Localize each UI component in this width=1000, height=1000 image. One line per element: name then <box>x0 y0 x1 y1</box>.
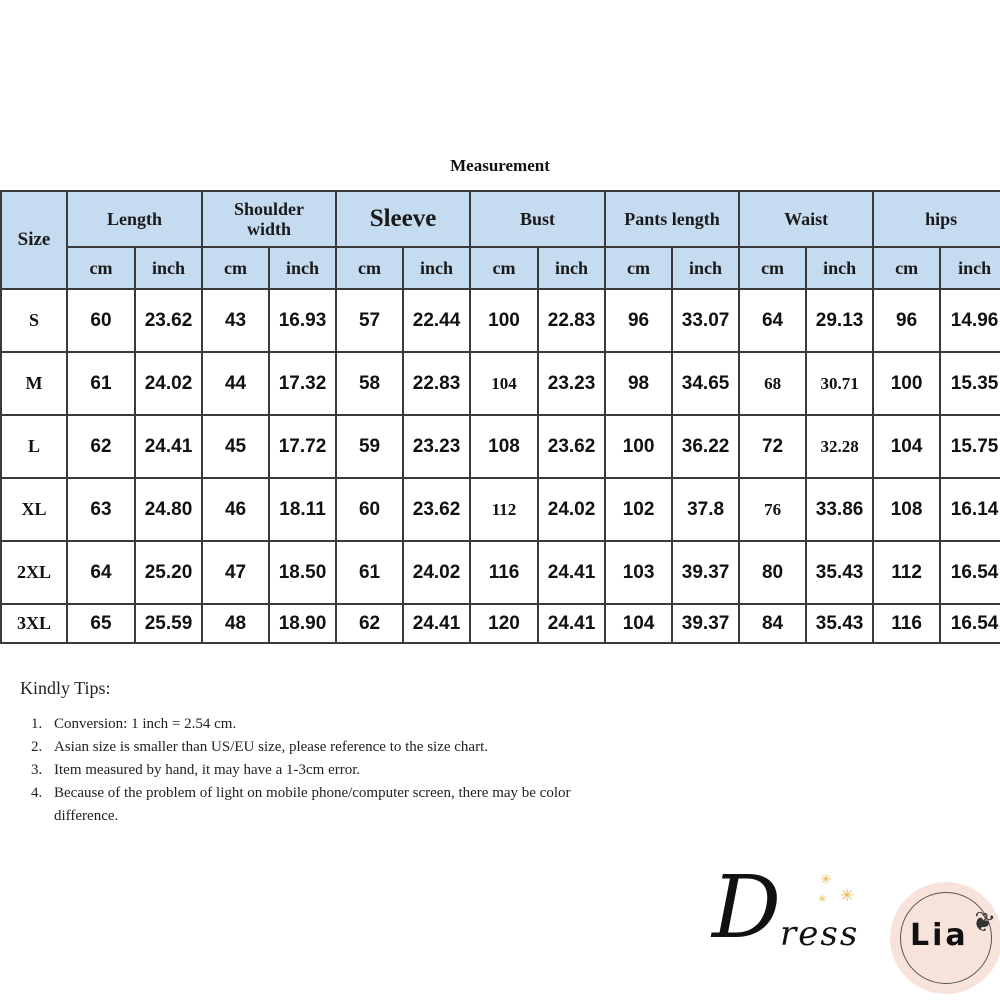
value-cell: 100 <box>470 289 538 352</box>
unit-header-cm: cm <box>470 247 538 289</box>
value-cell: 57 <box>336 289 403 352</box>
chart-title: Measurement <box>450 156 550 175</box>
size-cell: 2XL <box>1 541 67 604</box>
value-cell: 39.37 <box>672 541 739 604</box>
value-cell: 116 <box>873 604 940 643</box>
value-cell: 48 <box>202 604 269 643</box>
value-cell: 29.13 <box>806 289 873 352</box>
unit-header-inch: inch <box>806 247 873 289</box>
value-cell: 64 <box>739 289 806 352</box>
value-cell: 60 <box>67 289 135 352</box>
unit-header-inch: inch <box>672 247 739 289</box>
value-cell: 98 <box>605 352 672 415</box>
unit-header-inch: inch <box>403 247 470 289</box>
size-header: Size <box>1 191 67 289</box>
value-cell: 39.37 <box>672 604 739 643</box>
value-cell: 23.23 <box>403 415 470 478</box>
value-cell: 22.83 <box>403 352 470 415</box>
value-cell: 17.72 <box>269 415 336 478</box>
sparkle-icon: ✳ <box>840 886 855 905</box>
value-cell: 16.54 <box>940 541 1000 604</box>
unit-header-cm: cm <box>873 247 940 289</box>
value-cell: 33.07 <box>672 289 739 352</box>
leaf-icon: ❦ <box>967 905 999 940</box>
value-cell: 18.90 <box>269 604 336 643</box>
size-chart-table <box>0 190 1000 644</box>
table-row <box>1 604 1000 643</box>
value-cell: 116 <box>470 541 538 604</box>
value-cell: 61 <box>336 541 403 604</box>
unit-header-cm: cm <box>202 247 269 289</box>
value-cell: 35.43 <box>806 541 873 604</box>
value-cell: 18.50 <box>269 541 336 604</box>
table-row <box>1 415 1000 478</box>
value-cell: 96 <box>605 289 672 352</box>
tip-item: 2. Asian size is smaller than US/EU size, please reference to the size chart. <box>46 736 700 759</box>
value-cell: 30.71 <box>806 352 873 415</box>
value-cell: 35.43 <box>806 604 873 643</box>
value-cell: 24.02 <box>403 541 470 604</box>
tip-item: 3. Item measured by hand, it may have a 1-3cm error. <box>46 759 700 782</box>
header-row-units <box>1 247 1000 289</box>
value-cell: 23.23 <box>538 352 605 415</box>
value-cell: 25.59 <box>135 604 202 643</box>
brand-logo <box>700 850 1000 1000</box>
table-row <box>1 352 1000 415</box>
logo-script-initial: D <box>712 858 781 958</box>
value-cell: 112 <box>470 478 538 541</box>
value-cell: 104 <box>470 352 538 415</box>
size-chart-table-wrap <box>0 190 1000 644</box>
value-cell: 61 <box>67 352 135 415</box>
unit-header-inch: inch <box>269 247 336 289</box>
value-cell: 34.65 <box>672 352 739 415</box>
unit-header-cm: cm <box>739 247 806 289</box>
value-cell: 43 <box>202 289 269 352</box>
group-header-length: Length <box>67 191 202 247</box>
value-cell: 80 <box>739 541 806 604</box>
tips-title: Kindly Tips: <box>20 678 111 698</box>
unit-header-inch: inch <box>940 247 1000 289</box>
value-cell: 102 <box>605 478 672 541</box>
value-cell: 47 <box>202 541 269 604</box>
value-cell: 104 <box>873 415 940 478</box>
value-cell: 14.96 <box>940 289 1000 352</box>
value-cell: 60 <box>336 478 403 541</box>
value-cell: 24.41 <box>538 604 605 643</box>
value-cell: 65 <box>67 604 135 643</box>
value-cell: 96 <box>873 289 940 352</box>
group-header-hips: hips <box>873 191 1000 247</box>
unit-header-cm: cm <box>67 247 135 289</box>
sparkle-icon: ✳ <box>820 873 832 888</box>
value-cell: 68 <box>739 352 806 415</box>
size-cell: M <box>1 352 67 415</box>
value-cell: 104 <box>605 604 672 643</box>
group-header-bust: Bust <box>470 191 605 247</box>
value-cell: 62 <box>336 604 403 643</box>
value-cell: 72 <box>739 415 806 478</box>
value-cell: 22.83 <box>538 289 605 352</box>
value-cell: 32.28 <box>806 415 873 478</box>
value-cell: 16.14 <box>940 478 1000 541</box>
value-cell: 16.54 <box>940 604 1000 643</box>
value-cell: 100 <box>873 352 940 415</box>
logo-script-text: ress <box>780 914 860 954</box>
unit-header-cm: cm <box>605 247 672 289</box>
value-cell: 33.86 <box>806 478 873 541</box>
value-cell: 100 <box>605 415 672 478</box>
value-cell: 16.93 <box>269 289 336 352</box>
tip-item: 1. Conversion: 1 inch = 2.54 cm. <box>46 713 700 736</box>
value-cell: 59 <box>336 415 403 478</box>
value-cell: 58 <box>336 352 403 415</box>
value-cell: 62 <box>67 415 135 478</box>
group-header-shoulder-width: Shoulder width <box>202 191 336 247</box>
value-cell: 76 <box>739 478 806 541</box>
table-row <box>1 478 1000 541</box>
group-header-pants-length: Pants length <box>605 191 739 247</box>
value-cell: 36.22 <box>672 415 739 478</box>
unit-header-inch: inch <box>135 247 202 289</box>
unit-header-inch: inch <box>538 247 605 289</box>
value-cell: 15.75 <box>940 415 1000 478</box>
value-cell: 25.20 <box>135 541 202 604</box>
value-cell: 24.41 <box>403 604 470 643</box>
value-cell: 63 <box>67 478 135 541</box>
tips-list <box>20 713 700 828</box>
table-row <box>1 289 1000 352</box>
value-cell: 24.80 <box>135 478 202 541</box>
value-cell: 46 <box>202 478 269 541</box>
value-cell: 24.02 <box>135 352 202 415</box>
value-cell: 18.11 <box>269 478 336 541</box>
value-cell: 15.35 <box>940 352 1000 415</box>
tip-item: 4. Because of the problem of light on mobile phone/computer screen, there may be color difference. <box>46 782 634 828</box>
value-cell: 17.32 <box>269 352 336 415</box>
value-cell: 103 <box>605 541 672 604</box>
value-cell: 24.41 <box>135 415 202 478</box>
table-row <box>1 541 1000 604</box>
value-cell: 23.62 <box>403 478 470 541</box>
logo-block-text: Lia <box>910 918 969 953</box>
unit-header-cm: cm <box>336 247 403 289</box>
value-cell: 108 <box>470 415 538 478</box>
size-cell: S <box>1 289 67 352</box>
header-row-groups <box>1 191 1000 247</box>
value-cell: 108 <box>873 478 940 541</box>
group-header-waist: Waist <box>739 191 873 247</box>
value-cell: 22.44 <box>403 289 470 352</box>
value-cell: 64 <box>67 541 135 604</box>
value-cell: 24.02 <box>538 478 605 541</box>
group-header-sleeve: Sleeve <box>336 191 470 247</box>
size-cell: XL <box>1 478 67 541</box>
value-cell: 44 <box>202 352 269 415</box>
value-cell: 112 <box>873 541 940 604</box>
value-cell: 37.8 <box>672 478 739 541</box>
sparkle-icon: ✳ <box>818 894 827 905</box>
value-cell: 45 <box>202 415 269 478</box>
size-cell: 3XL <box>1 604 67 643</box>
kindly-tips <box>20 678 700 828</box>
value-cell: 24.41 <box>538 541 605 604</box>
value-cell: 23.62 <box>135 289 202 352</box>
size-cell: L <box>1 415 67 478</box>
value-cell: 120 <box>470 604 538 643</box>
value-cell: 23.62 <box>538 415 605 478</box>
value-cell: 84 <box>739 604 806 643</box>
